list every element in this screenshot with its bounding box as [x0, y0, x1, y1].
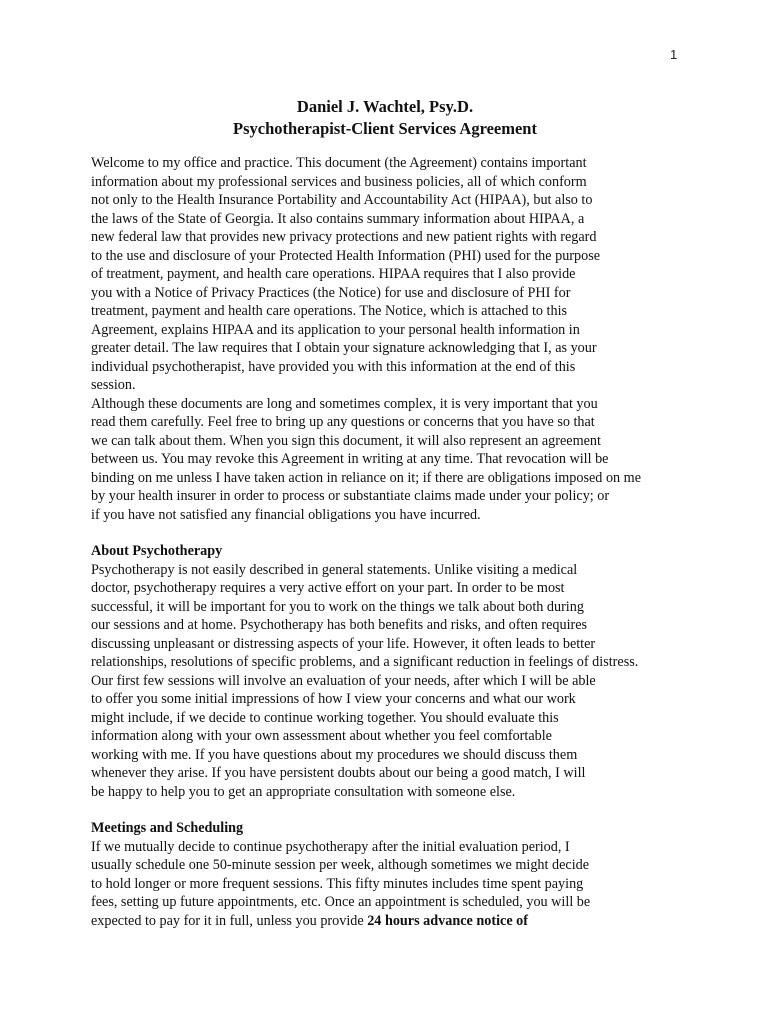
paragraph-line: to the use and disclosure of your Protected Health Information (PHI) used for the purpose [91, 247, 601, 264]
page-number: 1 [670, 47, 678, 62]
paragraph-line: information about my professional services and business policies, all of which conform [91, 173, 587, 190]
paragraph-line [91, 912, 691, 931]
paragraph-line: session. [91, 377, 136, 393]
paragraph-line: to offer you some initial impressions of how I view your concerns and what our work [91, 691, 576, 707]
paragraph-line: by your health insurer in order to process or substantiate claims made under your policy; or [91, 488, 610, 504]
paragraph-line: the laws of the State of Georgia. It also contains summary information about HIPAA, a [91, 210, 585, 227]
paragraph-line: working with me. If you have questions about my procedures we should discuss them [91, 746, 578, 763]
paragraph-line: might include, if we decide to continue working together. You should evaluate this [91, 709, 559, 726]
paragraph-line: of treatment, payment, and health care operations. HIPAA requires that I also provide [91, 266, 576, 282]
paragraph-line: greater detail. The law requires that I obtain your signature acknowledging that I, as your [91, 340, 597, 356]
section-heading: About Psychotherapy [91, 543, 223, 559]
paragraph-line: to hold longer or more frequent sessions. This fifty minutes includes time spent paying [91, 875, 584, 892]
paragraph-line: relationships, resolutions of specific problems, and a significant reduction in feelings of distress. [91, 654, 639, 670]
paragraph-line: fees, setting up future appointments, etc. Once an appointment is scheduled, you will be [91, 894, 591, 910]
paragraph-line: usually schedule one 50-minute session per week, although sometimes we might decide [91, 857, 590, 873]
document-title: Psychotherapist-Client Services Agreement [233, 119, 537, 138]
paragraph-line: Agreement, explains HIPAA and its application to your personal health information in [91, 321, 580, 338]
paragraph-line: if you have not satisfied any financial obligations you have incurred. [91, 506, 481, 523]
paragraph-line: new federal law that provides new privacy protections and new patient rights with regard [91, 229, 597, 245]
paragraph-line: binding on me unless I have taken action in reliance on it; if there are obligations imposed on me [91, 469, 642, 486]
paragraph-line: whenever they arise. If you have persistent doubts about our being a good match, I will [91, 765, 586, 781]
paragraph-line: discussing unpleasant or distressing aspects of your life. However, it often leads to better [91, 635, 596, 652]
paragraph-line: Our first few sessions will involve an evaluation of your needs, after which I will be able [91, 672, 596, 689]
paragraph-line: treatment, payment and health care operations. The Notice, which is attached to this [91, 303, 568, 319]
paragraph-line: Psychotherapy is not easily described in general statements. Unlike visiting a medical [91, 561, 578, 578]
paragraph-line: Welcome to my office and practice. This document (the Agreement) contains important [91, 155, 587, 171]
paragraph-line: you with a Notice of Privacy Practices (the Notice) for use and disclosure of PHI for [91, 284, 571, 301]
paragraph-line: If we mutually decide to continue psychotherapy after the initial evaluation period, I [91, 838, 570, 855]
paragraph-line: not only to the Health Insurance Portability and Accountability Act (HIPAA), but also to [91, 192, 593, 208]
paragraph-line: successful, it will be important for you to work on the things we talk about both during [91, 598, 584, 615]
section-heading: Meetings and Scheduling [91, 820, 244, 836]
paragraph-line: doctor, psychotherapy requires a very active effort on your part. In order to be most [91, 580, 565, 596]
author-name: Daniel J. Wachtel, Psy.D. [296, 97, 474, 116]
paragraph-line: our sessions and at home. Psychotherapy has both benefits and risks, and often requires [91, 617, 588, 633]
paragraph-text: expected to pay for it in full, unless you provide [91, 912, 368, 929]
emphasized-text: 24 hours advance notice of [367, 912, 528, 929]
paragraph-line: individual psychotherapist, have provided you with this information at the end of this [91, 358, 576, 375]
paragraph-line: read them carefully. Feel free to bring up any questions or concerns that you have so that [91, 414, 595, 430]
paragraph-line: be happy to help you to get an appropriate consultation with someone else. [91, 783, 516, 800]
meetings-section [91, 819, 691, 930]
intro-section [91, 154, 691, 524]
paragraph-line: we can talk about them. When you sign this document, it will also represent an agreement [91, 432, 601, 449]
paragraph-line: between us. You may revoke this Agreement in writing at any time. That revocation will be [91, 451, 609, 467]
paragraph-line: information along with your own assessment about whether you feel comfortable [91, 728, 552, 744]
paragraph-line: Although these documents are long and sometimes complex, it is very important that you [91, 395, 598, 412]
about-psychotherapy-section [91, 542, 691, 801]
